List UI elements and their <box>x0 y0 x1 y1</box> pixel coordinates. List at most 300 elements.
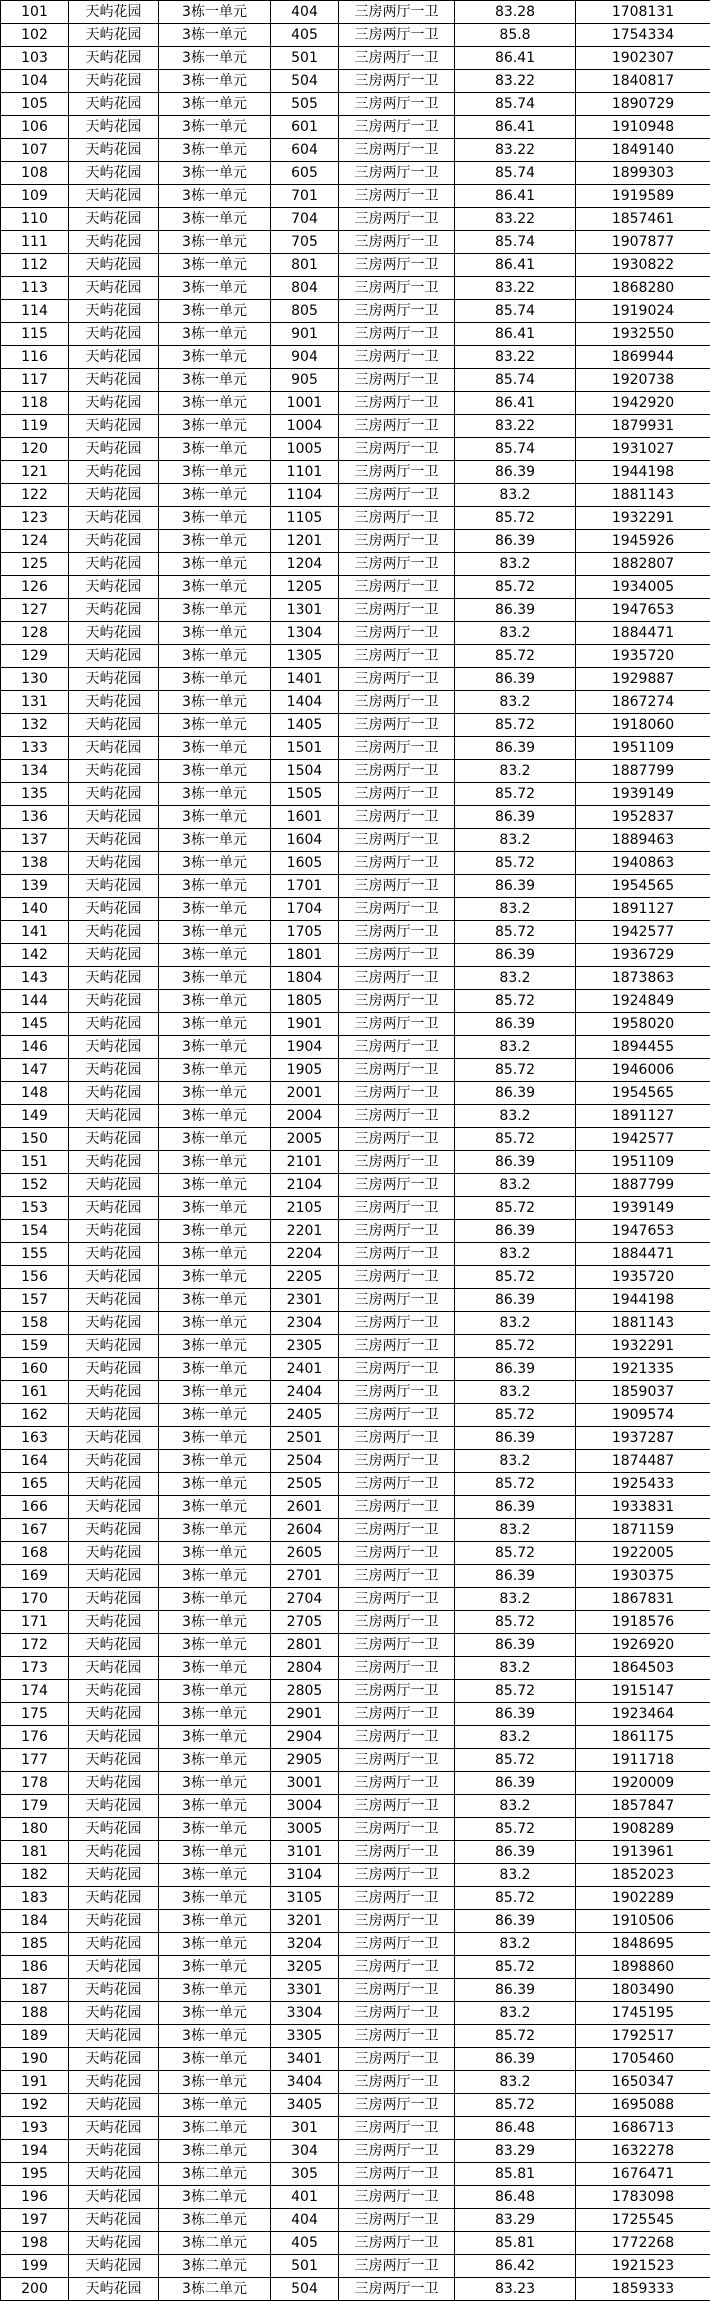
cell-row-number: 200 <box>1 2278 69 2301</box>
cell-layout: 三房两厅一卫 <box>339 737 455 760</box>
cell-row-number: 139 <box>1 875 69 898</box>
cell-layout: 三房两厅一卫 <box>339 2071 455 2094</box>
cell-area: 83.22 <box>455 346 576 369</box>
cell-row-number: 135 <box>1 783 69 806</box>
cell-area: 85.72 <box>455 1128 576 1151</box>
cell-complex-name: 天屿花园 <box>69 1220 159 1243</box>
cell-building-unit: 3栋一单元 <box>159 1680 271 1703</box>
cell-complex-name: 天屿花园 <box>69 1335 159 1358</box>
cell-price: 1921523 <box>576 2255 710 2278</box>
cell-building-unit: 3栋一单元 <box>159 1358 271 1381</box>
cell-price: 1891127 <box>576 1105 710 1128</box>
cell-price: 1932291 <box>576 1335 710 1358</box>
cell-building-unit: 3栋一单元 <box>159 116 271 139</box>
cell-complex-name: 天屿花园 <box>69 1473 159 1496</box>
table-row <box>1 231 710 254</box>
cell-room-number: 3201 <box>271 1910 339 1933</box>
cell-layout: 三房两厅一卫 <box>339 2002 455 2025</box>
cell-complex-name: 天屿花园 <box>69 2071 159 2094</box>
cell-room-number: 1504 <box>271 760 339 783</box>
cell-area: 83.2 <box>455 553 576 576</box>
cell-row-number: 152 <box>1 1174 69 1197</box>
table-row <box>1 2232 710 2255</box>
cell-price: 1958020 <box>576 1013 710 1036</box>
cell-room-number: 305 <box>271 2163 339 2186</box>
cell-building-unit: 3栋一单元 <box>159 1450 271 1473</box>
cell-price: 1910506 <box>576 1910 710 1933</box>
cell-area: 86.39 <box>455 1841 576 1864</box>
cell-room-number: 404 <box>271 1 339 24</box>
cell-room-number: 1604 <box>271 829 339 852</box>
cell-row-number: 166 <box>1 1496 69 1519</box>
cell-area: 83.2 <box>455 2071 576 2094</box>
cell-room-number: 2201 <box>271 1220 339 1243</box>
cell-row-number: 138 <box>1 852 69 875</box>
cell-building-unit: 3栋一单元 <box>159 1795 271 1818</box>
cell-building-unit: 3栋一单元 <box>159 392 271 415</box>
cell-room-number: 905 <box>271 369 339 392</box>
cell-building-unit: 3栋一单元 <box>159 760 271 783</box>
cell-building-unit: 3栋一单元 <box>159 254 271 277</box>
table-row <box>1 1381 710 1404</box>
table-row <box>1 1220 710 1243</box>
cell-price: 1931027 <box>576 438 710 461</box>
cell-price: 1935720 <box>576 645 710 668</box>
cell-area: 83.2 <box>455 2002 576 2025</box>
cell-complex-name: 天屿花园 <box>69 967 159 990</box>
table-row <box>1 1956 710 1979</box>
cell-layout: 三房两厅一卫 <box>339 1151 455 1174</box>
cell-layout: 三房两厅一卫 <box>339 576 455 599</box>
cell-price: 1887799 <box>576 1174 710 1197</box>
cell-complex-name: 天屿花园 <box>69 392 159 415</box>
table-row <box>1 1979 710 2002</box>
cell-layout: 三房两厅一卫 <box>339 1381 455 1404</box>
table-row <box>1 185 710 208</box>
cell-row-number: 131 <box>1 691 69 714</box>
cell-layout: 三房两厅一卫 <box>339 392 455 415</box>
cell-building-unit: 3栋一单元 <box>159 921 271 944</box>
cell-layout: 三房两厅一卫 <box>339 875 455 898</box>
cell-layout: 三房两厅一卫 <box>339 1680 455 1703</box>
cell-layout: 三房两厅一卫 <box>339 1519 455 1542</box>
cell-price: 1783098 <box>576 2186 710 2209</box>
cell-row-number: 130 <box>1 668 69 691</box>
cell-layout: 三房两厅一卫 <box>339 1404 455 1427</box>
cell-row-number: 174 <box>1 1680 69 1703</box>
cell-layout: 三房两厅一卫 <box>339 70 455 93</box>
cell-building-unit: 3栋一单元 <box>159 530 271 553</box>
cell-room-number: 2101 <box>271 1151 339 1174</box>
cell-row-number: 119 <box>1 415 69 438</box>
cell-building-unit: 3栋一单元 <box>159 438 271 461</box>
cell-layout: 三房两厅一卫 <box>339 24 455 47</box>
cell-complex-name: 天屿花园 <box>69 1795 159 1818</box>
table-row <box>1 323 710 346</box>
cell-complex-name: 天屿花园 <box>69 875 159 898</box>
cell-building-unit: 3栋一单元 <box>159 1726 271 1749</box>
cell-row-number: 192 <box>1 2094 69 2117</box>
cell-building-unit: 3栋一单元 <box>159 645 271 668</box>
cell-layout: 三房两厅一卫 <box>339 254 455 277</box>
cell-row-number: 175 <box>1 1703 69 1726</box>
cell-layout: 三房两厅一卫 <box>339 2094 455 2117</box>
cell-room-number: 504 <box>271 2278 339 2301</box>
cell-layout: 三房两厅一卫 <box>339 323 455 346</box>
cell-room-number: 701 <box>271 185 339 208</box>
cell-layout: 三房两厅一卫 <box>339 2278 455 2301</box>
table-row <box>1 1611 710 1634</box>
cell-room-number: 2205 <box>271 1266 339 1289</box>
cell-price: 1772268 <box>576 2232 710 2255</box>
table-row <box>1 1243 710 1266</box>
cell-layout: 三房两厅一卫 <box>339 1082 455 1105</box>
cell-room-number: 2504 <box>271 1450 339 1473</box>
cell-complex-name: 天屿花园 <box>69 1611 159 1634</box>
cell-room-number: 2604 <box>271 1519 339 1542</box>
cell-row-number: 129 <box>1 645 69 668</box>
cell-area: 83.2 <box>455 1933 576 1956</box>
cell-area: 83.22 <box>455 277 576 300</box>
cell-price: 1632278 <box>576 2140 710 2163</box>
cell-area: 85.72 <box>455 921 576 944</box>
cell-price: 1946006 <box>576 1059 710 1082</box>
cell-building-unit: 3栋一单元 <box>159 1082 271 1105</box>
cell-building-unit: 3栋一单元 <box>159 783 271 806</box>
cell-row-number: 164 <box>1 1450 69 1473</box>
cell-layout: 三房两厅一卫 <box>339 139 455 162</box>
table-row <box>1 714 710 737</box>
cell-layout: 三房两厅一卫 <box>339 990 455 1013</box>
cell-row-number: 169 <box>1 1565 69 1588</box>
table-row <box>1 47 710 70</box>
table-row <box>1 622 710 645</box>
cell-room-number: 804 <box>271 277 339 300</box>
cell-row-number: 163 <box>1 1427 69 1450</box>
cell-complex-name: 天屿花园 <box>69 369 159 392</box>
table-row <box>1 369 710 392</box>
cell-price: 1849140 <box>576 139 710 162</box>
cell-area: 83.2 <box>455 1036 576 1059</box>
cell-building-unit: 3栋二单元 <box>159 2186 271 2209</box>
table-row <box>1 1128 710 1151</box>
cell-complex-name: 天屿花园 <box>69 1151 159 1174</box>
cell-room-number: 1901 <box>271 1013 339 1036</box>
cell-row-number: 106 <box>1 116 69 139</box>
cell-building-unit: 3栋一单元 <box>159 691 271 714</box>
cell-complex-name: 天屿花园 <box>69 1496 159 1519</box>
cell-area: 83.29 <box>455 2140 576 2163</box>
cell-complex-name: 天屿花园 <box>69 323 159 346</box>
cell-price: 1869944 <box>576 346 710 369</box>
cell-building-unit: 3栋一单元 <box>159 139 271 162</box>
cell-room-number: 3205 <box>271 1956 339 1979</box>
cell-building-unit: 3栋一单元 <box>159 1887 271 1910</box>
table-row <box>1 1059 710 1082</box>
table-row <box>1 530 710 553</box>
cell-area: 85.72 <box>455 1266 576 1289</box>
cell-price: 1911718 <box>576 1749 710 1772</box>
cell-complex-name: 天屿花园 <box>69 921 159 944</box>
cell-price: 1947653 <box>576 599 710 622</box>
cell-row-number: 133 <box>1 737 69 760</box>
cell-area: 85.72 <box>455 1956 576 1979</box>
table-row <box>1 1082 710 1105</box>
cell-room-number: 3401 <box>271 2048 339 2071</box>
cell-complex-name: 天屿花园 <box>69 2094 159 2117</box>
cell-area: 86.48 <box>455 2117 576 2140</box>
cell-layout: 三房两厅一卫 <box>339 1979 455 2002</box>
table-row <box>1 1289 710 1312</box>
cell-building-unit: 3栋一单元 <box>159 714 271 737</box>
cell-complex-name: 天屿花园 <box>69 415 159 438</box>
cell-complex-name: 天屿花园 <box>69 1772 159 1795</box>
cell-row-number: 103 <box>1 47 69 70</box>
cell-row-number: 121 <box>1 461 69 484</box>
cell-building-unit: 3栋二单元 <box>159 2140 271 2163</box>
cell-area: 86.39 <box>455 599 576 622</box>
cell-price: 1898860 <box>576 1956 710 1979</box>
cell-building-unit: 3栋一单元 <box>159 208 271 231</box>
cell-room-number: 401 <box>271 2186 339 2209</box>
cell-building-unit: 3栋一单元 <box>159 1151 271 1174</box>
cell-layout: 三房两厅一卫 <box>339 898 455 921</box>
cell-room-number: 2005 <box>271 1128 339 1151</box>
cell-area: 85.72 <box>455 1887 576 1910</box>
cell-price: 1922005 <box>576 1542 710 1565</box>
cell-area: 86.39 <box>455 1703 576 1726</box>
cell-building-unit: 3栋一单元 <box>159 1105 271 1128</box>
cell-room-number: 2804 <box>271 1657 339 1680</box>
cell-complex-name: 天屿花园 <box>69 1404 159 1427</box>
table-row <box>1 2163 710 2186</box>
cell-building-unit: 3栋一单元 <box>159 829 271 852</box>
cell-complex-name: 天屿花园 <box>69 116 159 139</box>
cell-area: 83.2 <box>455 1726 576 1749</box>
cell-row-number: 118 <box>1 392 69 415</box>
cell-layout: 三房两厅一卫 <box>339 553 455 576</box>
cell-room-number: 1805 <box>271 990 339 1013</box>
table-row <box>1 990 710 1013</box>
cell-area: 85.72 <box>455 1059 576 1082</box>
cell-row-number: 183 <box>1 1887 69 1910</box>
cell-room-number: 1705 <box>271 921 339 944</box>
cell-building-unit: 3栋一单元 <box>159 323 271 346</box>
cell-row-number: 147 <box>1 1059 69 1082</box>
cell-price: 1873863 <box>576 967 710 990</box>
cell-area: 85.72 <box>455 1680 576 1703</box>
cell-complex-name: 天屿花园 <box>69 1956 159 1979</box>
cell-price: 1890729 <box>576 93 710 116</box>
cell-price: 1918576 <box>576 1611 710 1634</box>
cell-layout: 三房两厅一卫 <box>339 1818 455 1841</box>
cell-area: 83.2 <box>455 898 576 921</box>
cell-price: 1942577 <box>576 921 710 944</box>
cell-room-number: 705 <box>271 231 339 254</box>
cell-complex-name: 天屿花园 <box>69 691 159 714</box>
cell-layout: 三房两厅一卫 <box>339 806 455 829</box>
cell-room-number: 2705 <box>271 1611 339 1634</box>
cell-complex-name: 天屿花园 <box>69 829 159 852</box>
table-row <box>1 1335 710 1358</box>
table-row <box>1 2186 710 2209</box>
cell-price: 1881143 <box>576 1312 710 1335</box>
cell-building-unit: 3栋一单元 <box>159 599 271 622</box>
table-row <box>1 852 710 875</box>
table-row <box>1 415 710 438</box>
table-row <box>1 70 710 93</box>
table-row <box>1 2255 710 2278</box>
cell-row-number: 186 <box>1 1956 69 1979</box>
cell-layout: 三房两厅一卫 <box>339 714 455 737</box>
cell-row-number: 168 <box>1 1542 69 1565</box>
cell-row-number: 146 <box>1 1036 69 1059</box>
cell-layout: 三房两厅一卫 <box>339 1933 455 1956</box>
cell-layout: 三房两厅一卫 <box>339 47 455 70</box>
cell-layout: 三房两厅一卫 <box>339 208 455 231</box>
cell-room-number: 1205 <box>271 576 339 599</box>
cell-room-number: 404 <box>271 2209 339 2232</box>
cell-price: 1951109 <box>576 1151 710 1174</box>
cell-row-number: 136 <box>1 806 69 829</box>
cell-area: 83.2 <box>455 622 576 645</box>
cell-room-number: 501 <box>271 2255 339 2278</box>
table-row <box>1 737 710 760</box>
cell-area: 86.39 <box>455 944 576 967</box>
cell-complex-name: 天屿花园 <box>69 1519 159 1542</box>
cell-price: 1920738 <box>576 369 710 392</box>
cell-area: 83.2 <box>455 1588 576 1611</box>
cell-room-number: 3105 <box>271 1887 339 1910</box>
cell-complex-name: 天屿花园 <box>69 599 159 622</box>
table-row <box>1 1726 710 1749</box>
table-row <box>1 2278 710 2301</box>
cell-room-number: 1104 <box>271 484 339 507</box>
cell-price: 1882807 <box>576 553 710 576</box>
cell-layout: 三房两厅一卫 <box>339 645 455 668</box>
cell-area: 85.72 <box>455 783 576 806</box>
cell-layout: 三房两厅一卫 <box>339 2209 455 2232</box>
cell-room-number: 1001 <box>271 392 339 415</box>
cell-area: 86.39 <box>455 875 576 898</box>
cell-building-unit: 3栋一单元 <box>159 1703 271 1726</box>
cell-building-unit: 3栋一单元 <box>159 47 271 70</box>
cell-area: 86.39 <box>455 1151 576 1174</box>
cell-row-number: 176 <box>1 1726 69 1749</box>
cell-complex-name: 天屿花园 <box>69 1128 159 1151</box>
cell-room-number: 2801 <box>271 1634 339 1657</box>
cell-layout: 三房两厅一卫 <box>339 668 455 691</box>
cell-building-unit: 3栋一单元 <box>159 806 271 829</box>
cell-building-unit: 3栋一单元 <box>159 1588 271 1611</box>
cell-complex-name: 天屿花园 <box>69 1634 159 1657</box>
cell-price: 1881143 <box>576 484 710 507</box>
cell-room-number: 2104 <box>271 1174 339 1197</box>
cell-room-number: 3305 <box>271 2025 339 2048</box>
cell-building-unit: 3栋一单元 <box>159 622 271 645</box>
table-row <box>1 254 710 277</box>
cell-layout: 三房两厅一卫 <box>339 921 455 944</box>
cell-row-number: 195 <box>1 2163 69 2186</box>
cell-layout: 三房两厅一卫 <box>339 530 455 553</box>
cell-room-number: 2704 <box>271 1588 339 1611</box>
cell-building-unit: 3栋一单元 <box>159 1381 271 1404</box>
cell-row-number: 177 <box>1 1749 69 1772</box>
cell-area: 86.39 <box>455 1427 576 1450</box>
cell-room-number: 405 <box>271 24 339 47</box>
cell-area: 85.72 <box>455 990 576 1013</box>
cell-layout: 三房两厅一卫 <box>339 1703 455 1726</box>
cell-row-number: 143 <box>1 967 69 990</box>
cell-row-number: 191 <box>1 2071 69 2094</box>
cell-price: 1952837 <box>576 806 710 829</box>
cell-row-number: 161 <box>1 1381 69 1404</box>
table-row <box>1 1358 710 1381</box>
cell-layout: 三房两厅一卫 <box>339 1243 455 1266</box>
cell-building-unit: 3栋一单元 <box>159 185 271 208</box>
cell-room-number: 304 <box>271 2140 339 2163</box>
cell-layout: 三房两厅一卫 <box>339 1105 455 1128</box>
table-row <box>1 1795 710 1818</box>
cell-area: 83.2 <box>455 1105 576 1128</box>
cell-area: 85.74 <box>455 369 576 392</box>
cell-complex-name: 天屿花园 <box>69 1565 159 1588</box>
cell-area: 85.72 <box>455 1335 576 1358</box>
cell-price: 1857461 <box>576 208 710 231</box>
cell-row-number: 116 <box>1 346 69 369</box>
table-row <box>1 1473 710 1496</box>
cell-area: 85.72 <box>455 2025 576 2048</box>
cell-building-unit: 3栋一单元 <box>159 668 271 691</box>
cell-room-number: 301 <box>271 2117 339 2140</box>
table-row <box>1 1174 710 1197</box>
table-row <box>1 576 710 599</box>
cell-building-unit: 3栋一单元 <box>159 1197 271 1220</box>
cell-complex-name: 天屿花园 <box>69 1105 159 1128</box>
cell-complex-name: 天屿花园 <box>69 162 159 185</box>
table-row <box>1 2140 710 2163</box>
cell-layout: 三房两厅一卫 <box>339 1 455 24</box>
cell-room-number: 3405 <box>271 2094 339 2117</box>
cell-complex-name: 天屿花园 <box>69 714 159 737</box>
cell-row-number: 102 <box>1 24 69 47</box>
cell-building-unit: 3栋一单元 <box>159 1657 271 1680</box>
table-row <box>1 645 710 668</box>
table-row <box>1 1841 710 1864</box>
cell-room-number: 3005 <box>271 1818 339 1841</box>
cell-room-number: 3101 <box>271 1841 339 1864</box>
cell-area: 85.72 <box>455 714 576 737</box>
cell-area: 85.72 <box>455 1197 576 1220</box>
cell-layout: 三房两厅一卫 <box>339 116 455 139</box>
cell-building-unit: 3栋一单元 <box>159 1036 271 1059</box>
cell-price: 1894455 <box>576 1036 710 1059</box>
cell-price: 1686713 <box>576 2117 710 2140</box>
cell-price: 1867274 <box>576 691 710 714</box>
cell-layout: 三房两厅一卫 <box>339 829 455 852</box>
cell-complex-name: 天屿花园 <box>69 806 159 829</box>
cell-room-number: 2405 <box>271 1404 339 1427</box>
cell-price: 1884471 <box>576 1243 710 1266</box>
cell-price: 1924849 <box>576 990 710 1013</box>
cell-complex-name: 天屿花园 <box>69 1450 159 1473</box>
cell-room-number: 2004 <box>271 1105 339 1128</box>
table-row <box>1 1910 710 1933</box>
cell-layout: 三房两厅一卫 <box>339 1956 455 1979</box>
cell-price: 1945926 <box>576 530 710 553</box>
cell-room-number: 901 <box>271 323 339 346</box>
cell-room-number: 2505 <box>271 1473 339 1496</box>
